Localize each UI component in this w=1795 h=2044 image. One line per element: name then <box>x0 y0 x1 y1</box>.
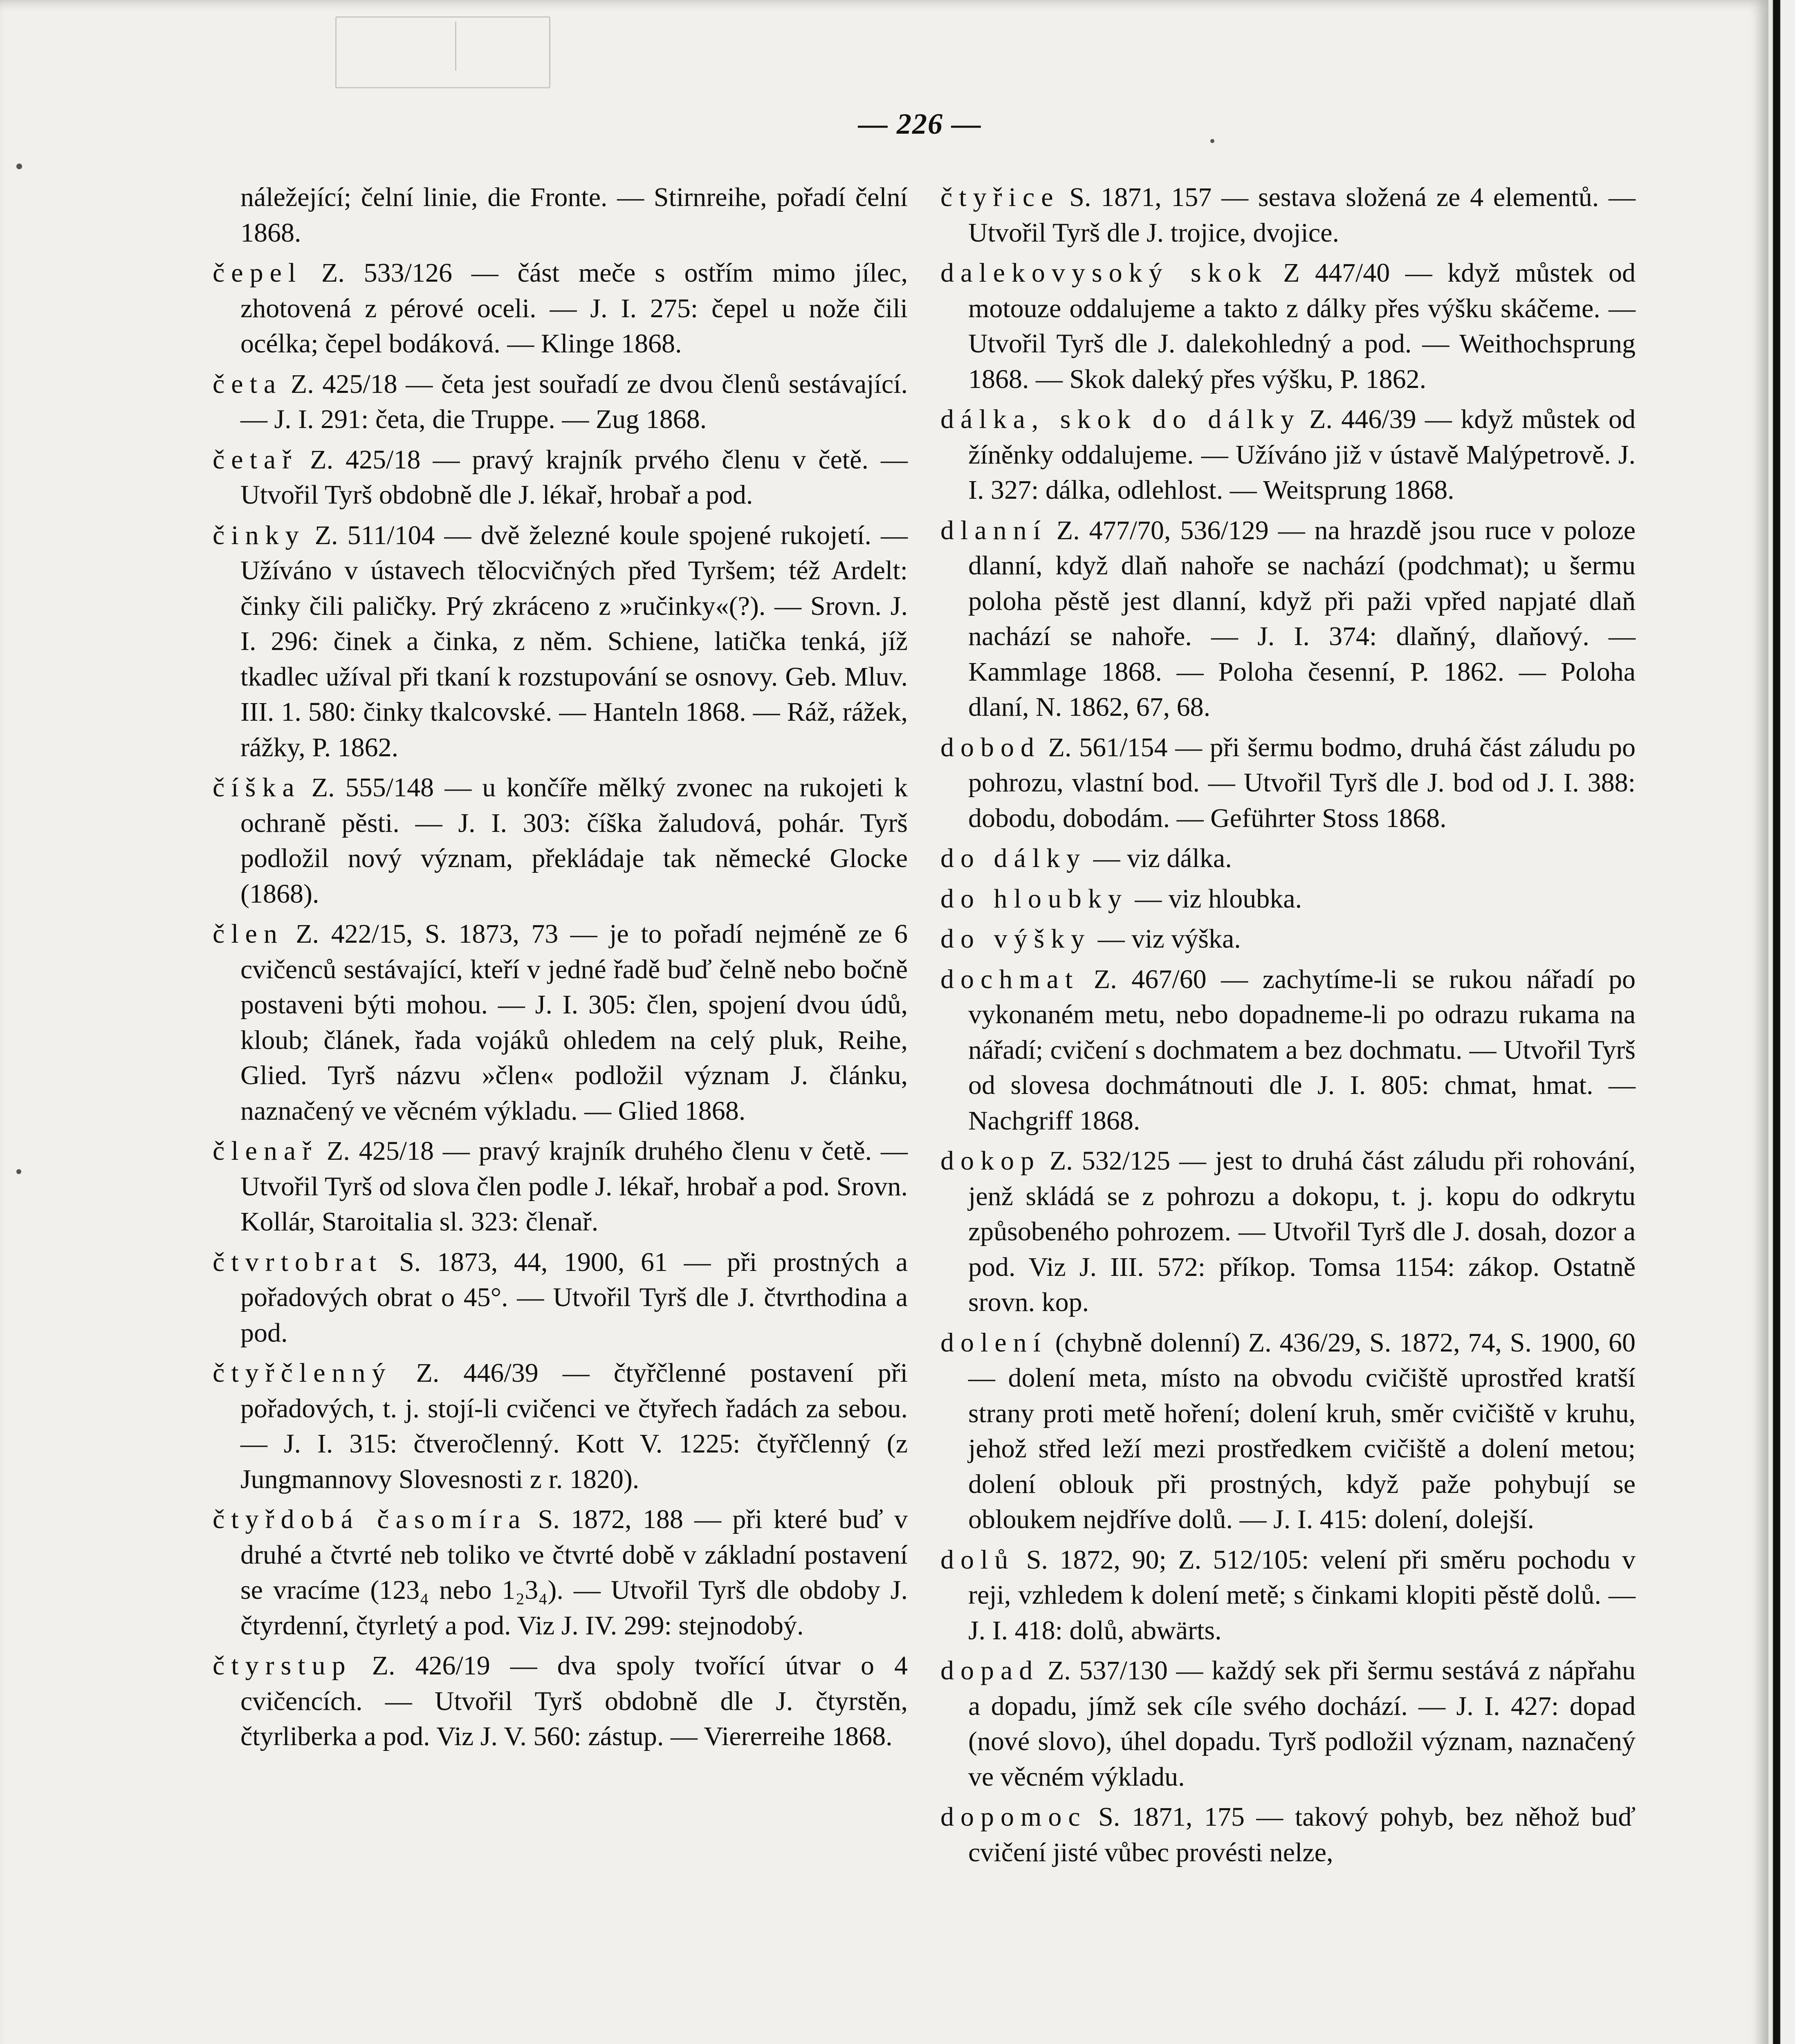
entry-headword: dalekovysoký skok <box>940 258 1268 288</box>
dictionary-entry-continued: náležející; čelní linie, die Fronte. — Stirnreihe, pořadí čelní 1868. <box>240 182 908 248</box>
dictionary-entry <box>213 1502 908 1643</box>
entry-text: S. 1872, 188 — při které buď v druhé a čtvrté neb toliko ve čtvrté době v základní postavení se vracíme (123₄ nebo 1₂3₄). — Utvořil Tyrš dle obdoby J. čtyrdenní, čtyrletý a pod. Viz J. IV. 299: stejnodobý. <box>240 1504 908 1641</box>
entry-text: Z. 446/39 — když můstek od žíněnky oddalujeme. — Užíváno již v ústavě Malýpetrově. J. I. 327: dálka, odlehlost. — Weitsprung 1868. <box>968 404 1636 505</box>
entry-headword: čtvrtobrat <box>213 1247 383 1277</box>
entry-headword: čtyřice <box>940 182 1060 212</box>
entry-text: Z. 446/39 — čtyřčlenné postavení při pořadových, t. j. stojí-li cvičenci ve čtyřech řadách za sebou. — J. I. 315: čtveročlenný. Kott V. 1225: čtyřčlenný (z Jungmannovy Slovesnosti z r. 1820). <box>240 1358 908 1494</box>
dictionary-entry <box>213 770 908 912</box>
entry-headword: dolů <box>940 1544 1015 1575</box>
entry-headword: dopad <box>940 1656 1039 1685</box>
dictionary-entry <box>213 1648 908 1755</box>
dictionary-entry <box>940 256 1636 397</box>
dictionary-entry <box>213 1245 908 1351</box>
left-column <box>213 180 908 1759</box>
dictionary-entry <box>940 841 1636 876</box>
dictionary-entry <box>940 881 1636 917</box>
entry-headword: do dálky <box>940 843 1087 873</box>
entry-text: (chybně dolenní) Z. 436/29, S. 1872, 74, S. 1900, 60 — dolení meta, místo na obvodu cvičiště uprostřed kratší strany proti metě hoření; dolení kruh, směr cvičiště v kruhu, jehož střed leží mezi prostředkem cvičiště a dolení metou; dolení oblouk při prostných, když paže pohybují se obloukem nejdříve dolů. — J. I. 415: dolení, dolejší. <box>968 1327 1636 1534</box>
entry-text: S. 1871, 175 — takový pohyb, bez něhož buď cvičení jisté vůbec provésti nelze, <box>968 1802 1636 1867</box>
entry-text: S. 1873, 44, 1900, 61 — při prostných a pořadových obrat o 45°. — Utvořil Tyrš dle J. čtvrthodina a pod. <box>240 1247 908 1348</box>
dictionary-entry <box>213 917 908 1129</box>
scan-speck <box>16 1169 21 1174</box>
scan-edge-right <box>1768 0 1795 2044</box>
entry-text: — viz hloubka. <box>1128 883 1302 914</box>
entry-text: S. 1871, 157 — sestava složená ze 4 elementů. — Utvořil Tyrš dle J. trojice, dvojice. <box>968 182 1636 248</box>
entry-text: — viz dálka. <box>1086 843 1232 873</box>
entry-text: Z. 477/70, 536/129 — na hrazdě jsou ruce v poloze dlanní, když dlaň nahoře se nachází (podchmat); u šermu poloha pěstě jest dlanní, když při paži vpřed napjaté dlaň nachází se nahoře. — J. I. 374: dlaňný, dlaňový. — Kammlage 1868. — Poloha česenní, P. 1862. — Poloha dlaní, N. 1862, 67, 68. <box>968 515 1636 722</box>
entry-headword: činky <box>213 520 305 550</box>
entry-text: Z. 537/130 — každý sek při šermu sestává z nápřahu a dopadu, jímž sek cíle svého dochází. — J. I. 427: dopad (nové slovo), úhel dopadu. Tyrš podložil význam, naznačený ve věcném výkladu. <box>968 1656 1636 1792</box>
dictionary-entry <box>940 402 1636 508</box>
entry-text: Z. 467/60 — zachytíme-li se rukou nářadí po vykonaném metu, nebo dopadneme-li po odrazu rukama na nářadí; cvičení s dochmatem a bez dochmatu. — Utvořil Tyrš od slovesa dochmátnouti dle J. I. 805: chmat, hmat. — Nachgriff 1868. <box>968 964 1636 1136</box>
entry-headword: dokop <box>940 1146 1041 1176</box>
entry-text: Z 447/40 — když můstek od motouze oddalujeme a takto z dálky přes výšku skáčeme. — Utvořil Tyrš dle J. dalekohledný a pod. — Weithochsprung 1868. — Skok daleký přes výšku, P. 1862. <box>968 258 1636 394</box>
entry-headword: členař <box>213 1136 318 1166</box>
entry-headword: do výšky <box>940 924 1091 954</box>
page-number: — 226 — <box>858 108 982 140</box>
entry-text: Z. 511/104 — dvě železné koule spojené rukojetí. — Užíváno v ústavech tělocvičných před Tyršem; též Ardelt: činky čili paličky. Prý zkráceno z »ručinky«(?). — Srovn. J. I. 296: činek a činka, z něm. Schiene, latička tenká, jíž tkadlec užíval při tkaní k rozstupování se osnovy. Geb. Mluv. III. 1. 580: činky tkalcovské. — Hanteln 1868. — Ráž, rážek, rážky, P. 1862. <box>240 520 908 762</box>
dictionary-entry <box>940 730 1636 836</box>
entry-text: Z. 555/148 — u končíře mělký zvonec na rukojeti k ochraně pěsti. — J. I. 303: číška žaludová, pohár. Tyrš podložil nový význam, překládaje tak německé Glocke (1868). <box>240 773 908 909</box>
entry-headword: dopomoc <box>940 1802 1087 1832</box>
scan-speck <box>1210 139 1214 143</box>
dictionary-entry <box>940 1542 1636 1649</box>
entry-headword: dochmat <box>940 964 1079 994</box>
entry-text: Z. 425/18 — pravý krajník druhého členu v četě. — Utvořil Tyrš od slova člen podle J. lékař, hrobař a pod. Srovn. Kollár, Staroitalia sl. 323: členař. <box>240 1136 908 1237</box>
dictionary-entry <box>940 1653 1636 1795</box>
dictionary-entry <box>940 1143 1636 1320</box>
entry-headword: četař <box>213 444 298 475</box>
entry-headword: dálka, skok do dálky <box>940 404 1301 434</box>
dictionary-entry <box>213 367 908 437</box>
dictionary-entry <box>940 1325 1636 1537</box>
entry-text: S. 1872, 90; Z. 512/105: velení při směru pochodu v reji, vzhledem k dolení metě; s činkami klopiti pěstě dolů. — J. I. 418: dolů, abwärts. <box>968 1544 1636 1645</box>
entry-headword: dobod <box>940 732 1041 762</box>
dictionary-entry <box>940 921 1636 957</box>
scan-speck <box>16 164 22 169</box>
entry-headword: čepel <box>213 258 303 288</box>
entry-text: Z. 422/15, S. 1873, 73 — je to pořadí nejméně ze 6 cvičenců sestávající, kteří v jedné řadě buď čelně nebo bočně postaveni býti mohou. — J. I. 305: člen, spojení dvou údů, kloub; článek, řada vojáků ohledem na celý pluk, Reihe, Glied. Tyrš názvu »člen« podložil význam J. článku, naznačený ve věcném výkladu. — Glied 1868. <box>240 919 908 1126</box>
dictionary-entry <box>213 1356 908 1497</box>
entry-text: — viz výška. <box>1091 924 1241 954</box>
entry-headword: čtyrstup <box>213 1651 352 1681</box>
entry-headword: číška <box>213 773 301 802</box>
entry-headword: člen <box>213 919 284 949</box>
entry-text: Z. 425/18 — četa jest souřadí ze dvou členů sestávající. — J. I. 291: četa, die Truppe. — Zug 1868. <box>240 369 908 434</box>
entry-headword: četa <box>213 369 283 399</box>
dictionary-entry <box>940 180 1636 251</box>
dictionary-entry <box>940 513 1636 725</box>
dictionary-entry <box>940 1800 1636 1870</box>
entry-headword: čtyřčlenný <box>213 1358 392 1388</box>
entry-text: Z. 426/19 — dva spoly tvořící útvar o 4 cvičencích. — Utvořil Tyrš obdobně dle J. čtyrstěn, čtyrliberka a pod. Viz J. V. 560: zástup. — Viererreihe 1868. <box>240 1651 908 1751</box>
dictionary-entry <box>940 962 1636 1139</box>
entry-text: Z. 561/154 — při šermu bodmo, druhá část záludu po pohrozu, vlastní bod. — Utvořil Tyrš dle J. bod od J. I. 388: dobodu, dobodám. — Geführter Stoss 1868. <box>968 732 1636 833</box>
entry-text: Z. 533/126 — část meče s ostřím mimo jílec, zhotovená z pérové oceli. — J. I. 275: čepel u nože čili océlka; čepel bodáková. — Klinge 1868. <box>240 258 908 359</box>
library-stamp <box>335 16 550 88</box>
right-column <box>940 180 1636 1875</box>
entry-headword: čtyřdobá časomíra <box>213 1504 527 1534</box>
dictionary-entry <box>213 256 908 362</box>
dictionary-entry <box>213 1134 908 1240</box>
entry-headword: dolení <box>940 1327 1047 1358</box>
entry-headword: dlanní <box>940 515 1047 545</box>
dictionary-entry <box>213 518 908 766</box>
entry-text: Z. 425/18 — pravý krajník prvého členu v četě. — Utvořil Tyrš obdobně dle J. lékař, hrobař a pod. <box>240 444 908 510</box>
entry-headword: do hloubky <box>940 883 1128 914</box>
dictionary-entry <box>213 442 908 513</box>
entry-text: Z. 532/125 — jest to druhá část záludu při rohování, jenž skládá se z pohrozu a dokopu, t. j. kopu do odkrytu způsobeného pohrozem. — Utvořil Tyrš dle J. dosah, dozor a pod. Viz J. III. 572: příkop. Tomsa 1154: zákop. Ostatně srovn. kop. <box>968 1146 1636 1317</box>
